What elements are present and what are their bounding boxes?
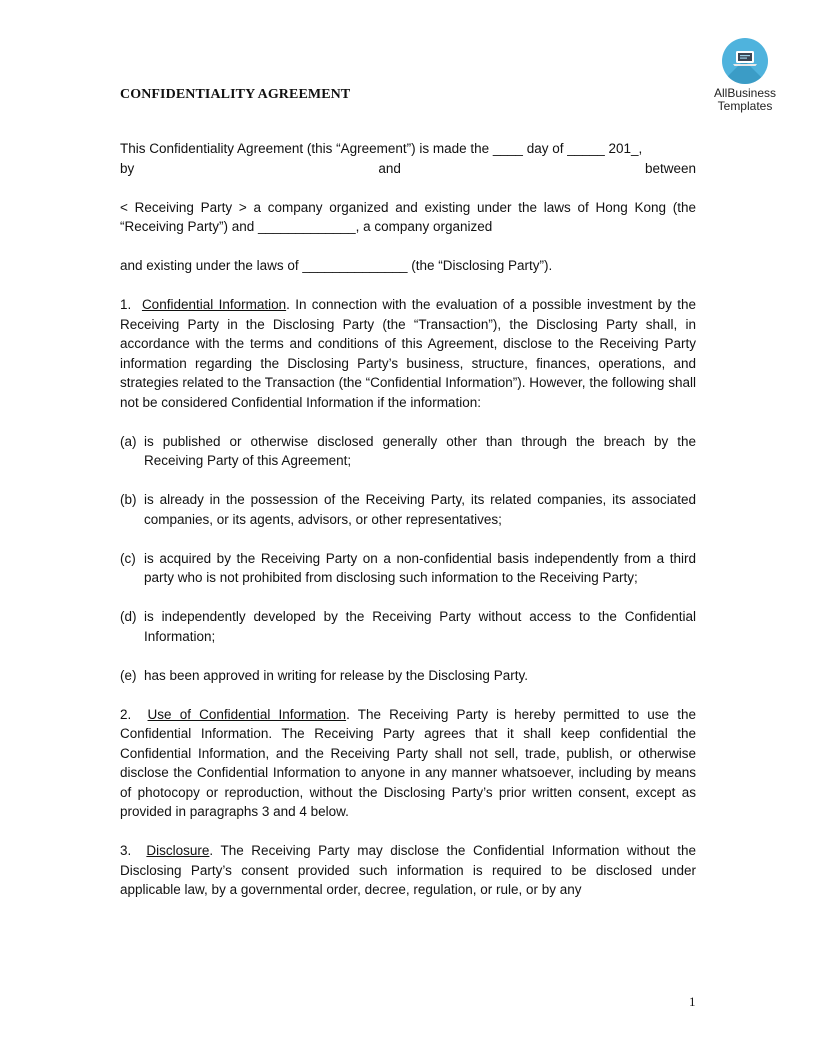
list-item-label: (e) [120,667,137,683]
document-body [120,139,696,919]
section-3-heading: Disclosure [146,843,210,858]
list-item-text: has been approved in writing for release by the Disclosing Party. [144,667,528,683]
section-1-number: 1. [120,297,132,312]
section-2-number: 2. [120,706,132,722]
laptop-icon [732,50,758,67]
receiving-party-paragraph: < Receiving Party > a company organized and existing under the laws of Hong Kong (the “Receiving Party”) and _____________, a company organized [120,199,696,234]
logo-line-2: Templates [717,99,773,113]
intro-paragraph [120,139,696,178]
intro-and: and [378,160,401,176]
section-2 [120,705,696,822]
list-item-label: (c) [120,550,136,566]
intro-line-2 [120,159,696,179]
section-1 [120,295,696,412]
logo-line-1: AllBusiness [713,86,777,100]
list-item-label: (b) [120,492,137,507]
list-item-text: is published or otherwise disclosed generally other than through the breach by the Receiving Party of this Agreement; [144,433,696,468]
list-item-label: (d) [120,609,137,624]
list-item [120,490,696,529]
section-1-heading: Confidential Information [141,297,287,312]
exclusion-list [120,432,696,686]
page-number: 1 [689,994,696,1009]
logo-text [706,87,784,113]
section-3-number: 3. [120,843,132,858]
list-item-text: is acquired by the Receiving Party on a non-confidential basis independently from a third party who is not prohibited from disclosing such information to the Receiving Party; [144,550,696,585]
section-1-text: . In connection with the evaluation of a possible investment by the Receiving Party in the Disclosing Party (the “Transaction”), the Disclosing Party shall, in accordance with the terms and conditions of this Agreement, disclose to the Receiving Party information regarding the Disclosing Party’s business, structure, finances, operations, and strategies related to the Transaction (the “Confidential Information”). However, the following shall not be considered Confidential Information if the information: [120,297,696,410]
logo-badge [722,38,768,84]
intro-between: between [644,160,696,176]
intro-by: by [120,160,135,176]
list-item [120,607,696,646]
list-item [120,432,696,471]
section-3-text: . The Receiving Party may disclose the Confidential Information without the Disclosing Party’s consent provided such information is required to be disclosed under applicable law, by a governmental order, decree, regulation, or rule, or by any [120,843,696,897]
list-item-text: is already in the possession of the Receiving Party, its related companies, its associated companies, or its agents, advisors, or other representatives; [144,492,696,527]
list-item-label: (a) [120,433,137,449]
disclosing-party-paragraph: and existing under the laws of ______________ (the “Disclosing Party”). [120,258,553,273]
list-item [120,666,696,686]
section-2-heading: Use of Confidential Information [147,706,347,722]
list-item [120,549,696,588]
allbusiness-templates-logo[interactable] [706,38,784,113]
list-item-text: is independently developed by the Receiving Party without access to the Confidential Information; [144,609,696,644]
document-title: CONFIDENTIALITY AGREEMENT [120,87,351,102]
section-2-text: . The Receiving Party is hereby permitted to use the Confidential Information. The Receiving Party agrees that it shall keep confidential the Confidential Information, and the Receiving Party shall not sell, trade, publish, or otherwise disclose the Confidential Information to anyone in any manner whatsoever, including by means of photocopy or reproduction, without the Disclosing Party’s prior written consent, except as provided in paragraphs 3 and 4 below. [120,706,696,819]
section-3 [120,841,696,900]
intro-line-1: This Confidentiality Agreement (this “Agreement”) is made the ____ day of _____ 201_, [120,141,643,156]
